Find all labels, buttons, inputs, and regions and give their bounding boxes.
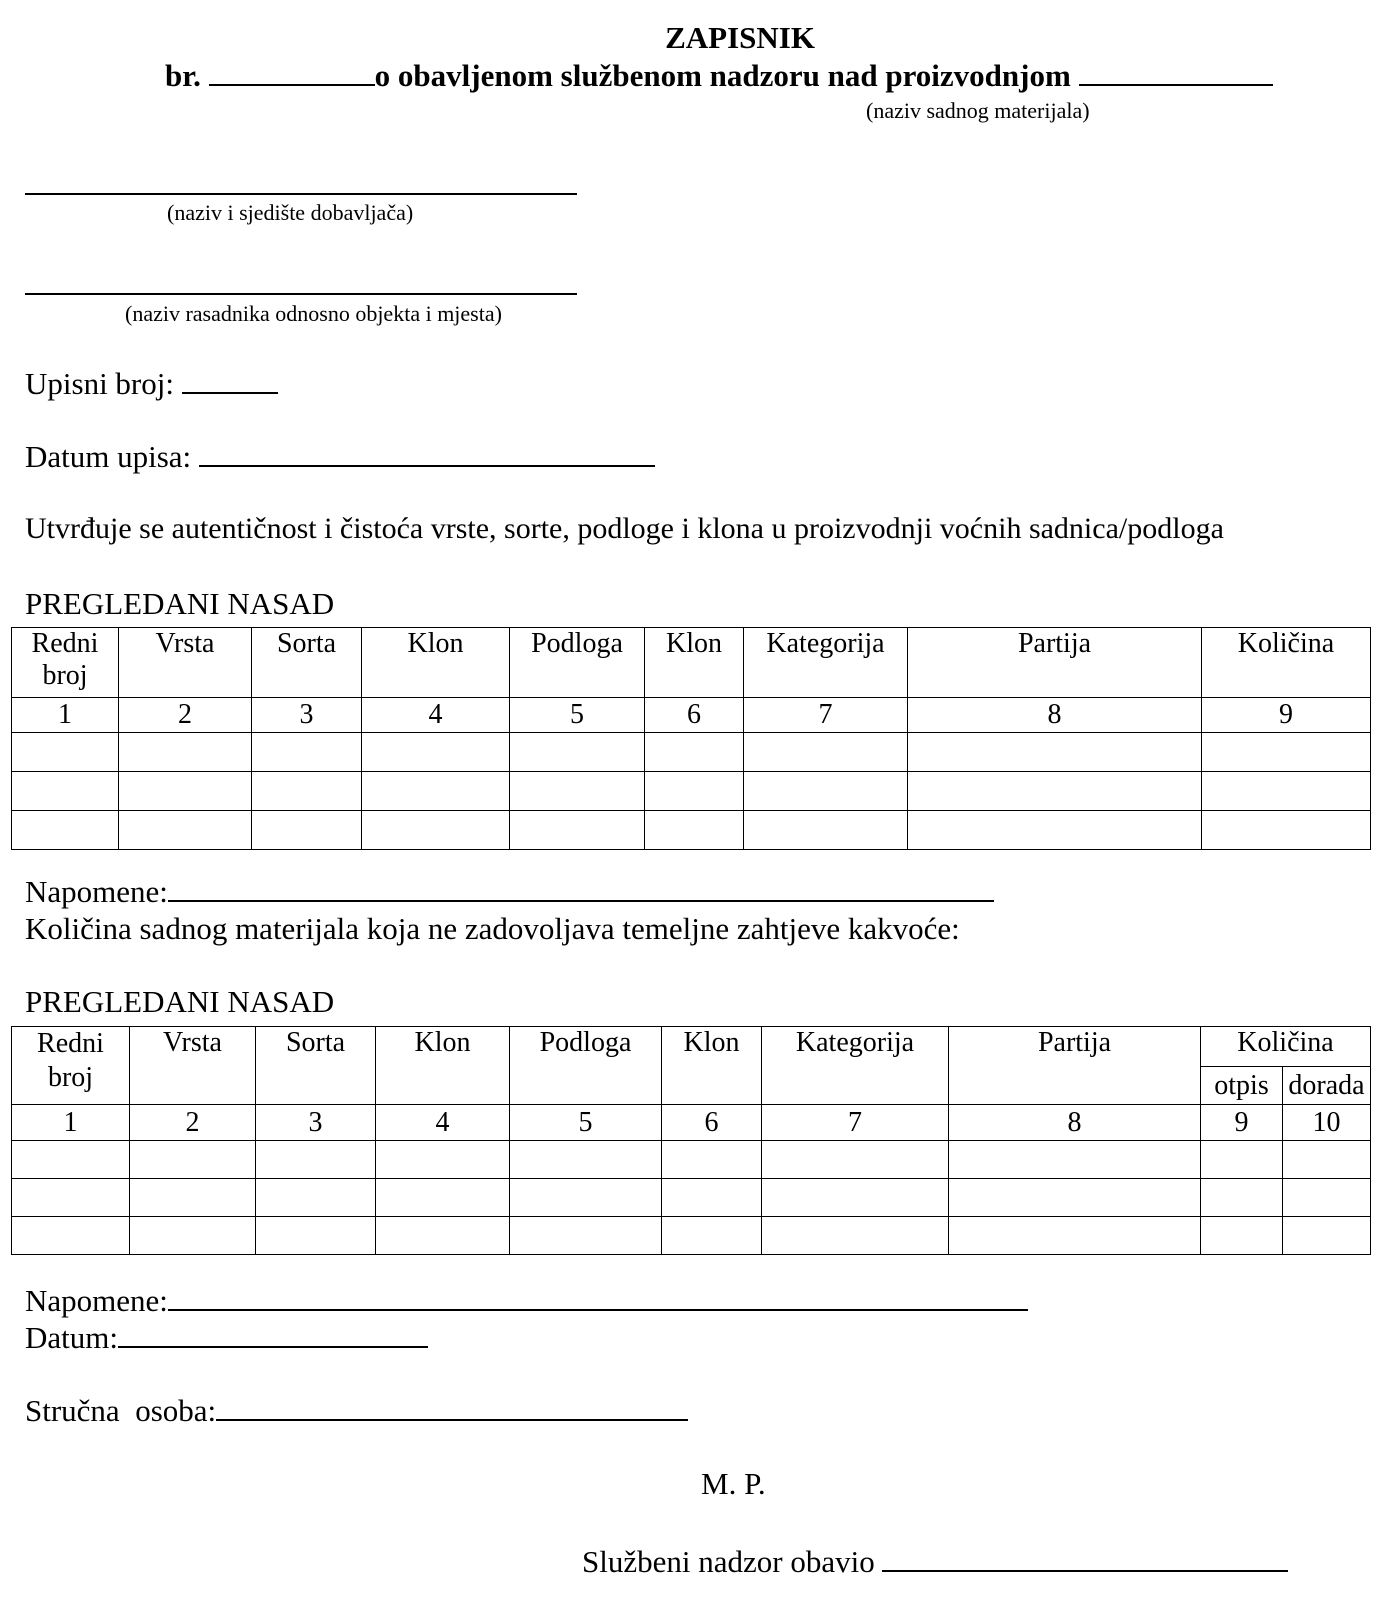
table-cell[interactable]: [1283, 1179, 1371, 1217]
authenticity-statement: Utvrđuje se autentičnost i čistoća vrste, sorte, podloge i klona u proizvodnji voćnih sadnica/podloga: [25, 512, 1224, 545]
table-row: [12, 1179, 1371, 1217]
table-cell[interactable]: [949, 1217, 1201, 1255]
strucna-osoba-row: [25, 1393, 688, 1429]
column-number: 3: [252, 698, 362, 733]
table-cell[interactable]: [744, 811, 908, 850]
napomene-label-1: Napomene:: [25, 874, 168, 909]
column-number: 7: [762, 1105, 949, 1141]
header-kolicina: Količina: [1202, 628, 1371, 698]
nadzor-label: Službeni nadzor obavio: [582, 1544, 875, 1579]
column-number: 3: [256, 1105, 376, 1141]
column-number: 2: [130, 1105, 256, 1141]
column-number: 5: [510, 1105, 662, 1141]
strucna-osoba-label: Stručna osoba:: [25, 1393, 217, 1428]
table2-heading: PREGLEDANI NASAD: [25, 984, 335, 1019]
strucna-osoba-blank[interactable]: [216, 1393, 688, 1421]
inspected-plantation-table-2: [11, 1026, 1371, 1255]
table-cell[interactable]: [119, 733, 252, 772]
header-podloga: Podloga: [510, 1027, 662, 1105]
table-cell[interactable]: [376, 1141, 510, 1179]
column-number: 4: [362, 698, 510, 733]
header-vrsta: Vrsta: [119, 628, 252, 698]
datum-upisa-row: [25, 439, 655, 475]
table-cell[interactable]: [362, 772, 510, 811]
column-number: 9: [1202, 698, 1371, 733]
nadzor-row: [582, 1544, 1288, 1580]
material-caption: (naziv sadnog materijala): [866, 98, 1090, 123]
column-number: 8: [908, 698, 1202, 733]
upisni-broj-blank[interactable]: [182, 366, 278, 394]
column-number: 5: [510, 698, 645, 733]
datum-label: Datum:: [25, 1320, 118, 1355]
table-cell[interactable]: [1201, 1141, 1283, 1179]
table-cell[interactable]: [1201, 1179, 1283, 1217]
material-name-blank[interactable]: [1079, 58, 1273, 86]
table-cell[interactable]: [1202, 811, 1371, 850]
table-cell[interactable]: [662, 1217, 762, 1255]
table-cell[interactable]: [510, 733, 645, 772]
upisni-broj-label: Upisni broj:: [25, 366, 174, 401]
table1-heading: PREGLEDANI NASAD: [25, 586, 335, 621]
column-number: 10: [1283, 1105, 1371, 1141]
column-number: 6: [662, 1105, 762, 1141]
datum-upisa-blank[interactable]: [199, 439, 655, 467]
nursery-blank[interactable]: [25, 293, 577, 295]
header-otpis: otpis: [1201, 1067, 1283, 1105]
table-cell[interactable]: [256, 1217, 376, 1255]
table-cell[interactable]: [119, 811, 252, 850]
column-number: 7: [744, 698, 908, 733]
napomene-row-2: [25, 1283, 1028, 1319]
nadzor-signature-blank[interactable]: [882, 1544, 1288, 1572]
table-cell[interactable]: [510, 1217, 662, 1255]
header-kategorija: Kategorija: [744, 628, 908, 698]
column-number: 9: [1201, 1105, 1283, 1141]
record-number-prefix: br.: [165, 58, 201, 93]
header-podloga: Podloga: [510, 628, 645, 698]
table-cell[interactable]: [12, 811, 119, 850]
header-partija: Partija: [949, 1027, 1201, 1105]
table-row: [12, 1217, 1371, 1255]
header-redni-broj: Redni broj: [12, 628, 119, 698]
header-klon-2: Klon: [645, 628, 744, 698]
napomene-blank-2[interactable]: [168, 1283, 1028, 1311]
table-cell[interactable]: [510, 1179, 662, 1217]
table-cell[interactable]: [362, 811, 510, 850]
upisni-broj-row: [25, 366, 278, 402]
inspected-plantation-table-1: [11, 627, 1371, 850]
table-cell[interactable]: [130, 1179, 256, 1217]
table-cell[interactable]: [256, 1179, 376, 1217]
column-number: 1: [12, 1105, 130, 1141]
column-number: 4: [376, 1105, 510, 1141]
column-number: 6: [645, 698, 744, 733]
header-klon-2: Klon: [662, 1027, 762, 1105]
napomene-blank-1[interactable]: [168, 874, 994, 902]
table-cell[interactable]: [510, 1141, 662, 1179]
header-klon: Klon: [376, 1027, 510, 1105]
table-cell[interactable]: [662, 1141, 762, 1179]
stamp-mark: M. P.: [701, 1466, 766, 1501]
table-cell[interactable]: [744, 733, 908, 772]
datum-upisa-label: Datum upisa:: [25, 439, 192, 474]
header-sorta: Sorta: [252, 628, 362, 698]
table-cell[interactable]: [762, 1217, 949, 1255]
table-cell[interactable]: [252, 772, 362, 811]
table-row: [12, 811, 1371, 850]
datum-blank[interactable]: [118, 1320, 428, 1348]
table-cell[interactable]: [1283, 1217, 1371, 1255]
table-cell[interactable]: [1201, 1217, 1283, 1255]
table-cell[interactable]: [762, 1179, 949, 1217]
table-cell[interactable]: [12, 1217, 130, 1255]
document-title: ZAPISNIK: [665, 20, 815, 55]
table-cell[interactable]: [510, 811, 645, 850]
table-cell[interactable]: [949, 1179, 1201, 1217]
table-cell[interactable]: [762, 1141, 949, 1179]
table-cell[interactable]: [12, 772, 119, 811]
napomene-label-2: Napomene:: [25, 1283, 168, 1318]
table-cell[interactable]: [119, 772, 252, 811]
table-cell[interactable]: [12, 1179, 130, 1217]
table-cell[interactable]: [510, 772, 645, 811]
table-cell[interactable]: [252, 733, 362, 772]
record-subject-text: o obavljenom službenom nadzoru nad proizvodnjom: [374, 58, 1071, 93]
header-dorada: dorada: [1283, 1067, 1371, 1105]
table-cell[interactable]: [908, 772, 1202, 811]
header-klon: Klon: [362, 628, 510, 698]
supplier-blank[interactable]: [25, 193, 577, 195]
header-partija: Partija: [908, 628, 1202, 698]
column-number: 8: [949, 1105, 1201, 1141]
table-cell[interactable]: [1202, 772, 1371, 811]
header-vrsta: Vrsta: [130, 1027, 256, 1105]
table-row: [12, 1141, 1371, 1179]
table-cell[interactable]: [744, 772, 908, 811]
table-cell[interactable]: [949, 1141, 1201, 1179]
table-cell[interactable]: [362, 733, 510, 772]
header-redni-broj: Redni broj: [12, 1027, 130, 1105]
table-cell[interactable]: [908, 733, 1202, 772]
header-kategorija: Kategorija: [762, 1027, 949, 1105]
table-cell[interactable]: [1202, 733, 1371, 772]
napomene-row-1: [25, 874, 994, 910]
table-row: [12, 772, 1371, 811]
nursery-caption: (naziv rasadnika odnosno objekta i mjesta): [125, 301, 502, 326]
column-number: 1: [12, 698, 119, 733]
header-sorta: Sorta: [256, 1027, 376, 1105]
table-cell[interactable]: [256, 1141, 376, 1179]
table-row: [12, 733, 1371, 772]
table-cell[interactable]: [376, 1217, 510, 1255]
table-cell[interactable]: [645, 811, 744, 850]
table-cell[interactable]: [645, 733, 744, 772]
table-cell[interactable]: [130, 1141, 256, 1179]
table-cell[interactable]: [662, 1179, 762, 1217]
table-cell[interactable]: [12, 733, 119, 772]
table-cell[interactable]: [12, 1141, 130, 1179]
table-cell[interactable]: [908, 811, 1202, 850]
record-number-blank[interactable]: [209, 58, 375, 86]
table-cell[interactable]: [252, 811, 362, 850]
table-cell[interactable]: [130, 1217, 256, 1255]
datum-row: [25, 1320, 428, 1356]
column-number: 2: [119, 698, 252, 733]
table-cell[interactable]: [1283, 1141, 1371, 1179]
table-cell[interactable]: [376, 1179, 510, 1217]
quantity-statement: Količina sadnog materijala koja ne zadovoljava temeljne zahtjeve kakvoće:: [25, 911, 960, 946]
record-number-line: [165, 58, 1273, 94]
supplier-caption: (naziv i sjedište dobavljača): [167, 200, 414, 225]
header-kolicina: Količina: [1201, 1027, 1371, 1067]
table-cell[interactable]: [645, 772, 744, 811]
